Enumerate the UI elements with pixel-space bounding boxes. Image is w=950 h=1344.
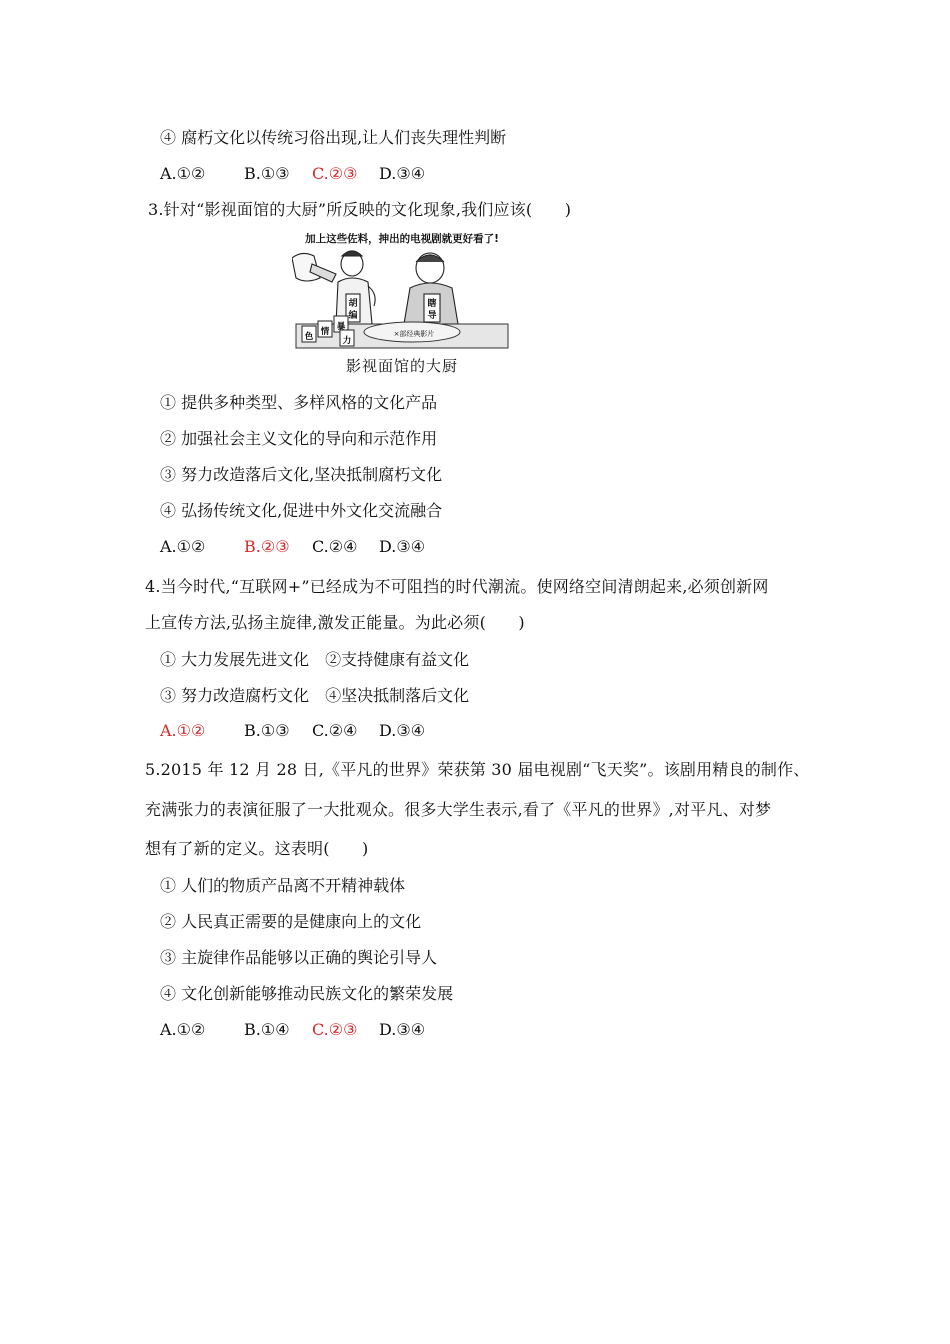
q4-items-line-1: ① 大力发展先进文化 ②支持健康有益文化	[160, 650, 470, 669]
jar-label-3: 暴	[336, 322, 346, 332]
q5-stem-line-2: 充满张力的表演征服了一大批观众。很多大学生表示,看了《平凡的世界》,对平凡、对梦	[145, 800, 772, 819]
left-apron-char-2: 编	[348, 311, 358, 321]
q4-option-c: C.②④	[312, 721, 358, 740]
q2-option-c-answer: C.②③	[312, 164, 358, 183]
q5-item-3: ③ 主旋律作品能够以正确的舆论引导人	[160, 948, 438, 967]
dough-label: ×部经典影片	[393, 330, 435, 338]
q3-options	[160, 537, 425, 557]
q4-option-a-answer: A.①②	[160, 721, 206, 740]
q3-option-a: A.①②	[160, 537, 206, 556]
q2-options	[160, 164, 425, 184]
q5-stem-line-3: 想有了新的定义。这表明( )	[145, 839, 369, 858]
q2-option-a: A.①②	[160, 164, 206, 183]
q5-option-c-answer: C.②③	[312, 1020, 358, 1039]
q4-option-b: B.①③	[244, 721, 290, 740]
q5-item-4: ④ 文化创新能够推动民族文化的繁荣发展	[160, 984, 454, 1003]
q5-option-d: D.③④	[379, 1020, 426, 1039]
q4-stem-line-2: 上宣传方法,弘扬主旋律,激发正能量。为此必须( )	[145, 613, 525, 632]
q3-item-3: ③ 努力改造落后文化,坚决抵制腐朽文化	[160, 465, 443, 484]
q3-option-b-answer: B.②③	[244, 537, 290, 556]
q5-option-a: A.①②	[160, 1020, 206, 1039]
q2-item-4: ④ 腐朽文化以传统习俗出现,让人们丧失理性判断	[160, 128, 507, 147]
q5-options	[160, 1020, 425, 1040]
jar-label-2: 情	[320, 327, 330, 337]
q4-option-d: D.③④	[379, 721, 426, 740]
q3-item-4: ④ 弘扬传统文化,促进中外文化交流融合	[160, 501, 443, 520]
q5-option-b: B.①④	[244, 1020, 290, 1039]
jar-label-1: 色	[304, 332, 314, 342]
q3-stem: 3.针对“影视面馆的大厨”所反映的文化现象,我们应该( )	[148, 200, 572, 219]
right-apron-char-1: 瞎	[427, 299, 437, 309]
q5-stem-line-1: 5.2015 年 12 月 28 日,《平凡的世界》荣获第 30 届电视剧“飞天奖”。该剧用精良的制作、	[145, 760, 810, 779]
q3-item-1: ① 提供多种类型、多样风格的文化产品	[160, 393, 438, 412]
q2-option-b: B.①③	[244, 164, 290, 183]
left-chef	[292, 251, 375, 324]
left-apron-char-1: 胡	[348, 299, 358, 309]
right-apron-char-2: 导	[427, 311, 437, 321]
q3-option-c: C.②④	[312, 537, 358, 556]
q4-options	[160, 721, 425, 741]
q3-item-2: ② 加强社会主义文化的导向和示范作用	[160, 429, 438, 448]
q4-items-line-2: ③ 努力改造腐朽文化 ④坚决抵制落后文化	[160, 686, 470, 705]
q3-option-d: D.③④	[379, 537, 426, 556]
q5-item-1: ① 人们的物质产品离不开精神载体	[160, 876, 406, 895]
cartoon-illustration	[292, 228, 512, 354]
cartoon-caption: 影视面馆的大厨	[345, 357, 458, 375]
q4-stem-line-1: 4.当今时代,“互联网+”已经成为不可阻挡的时代潮流。使网络空间清朗起来,必须创新网	[145, 577, 769, 596]
q5-item-2: ② 人民真正需要的是健康向上的文化	[160, 912, 422, 931]
q2-option-d: D.③④	[379, 164, 426, 183]
jar-label-4: 力	[342, 336, 352, 346]
cartoon-headline: 加上这些佐料，抻出的电视剧就更好看了!	[305, 233, 499, 245]
